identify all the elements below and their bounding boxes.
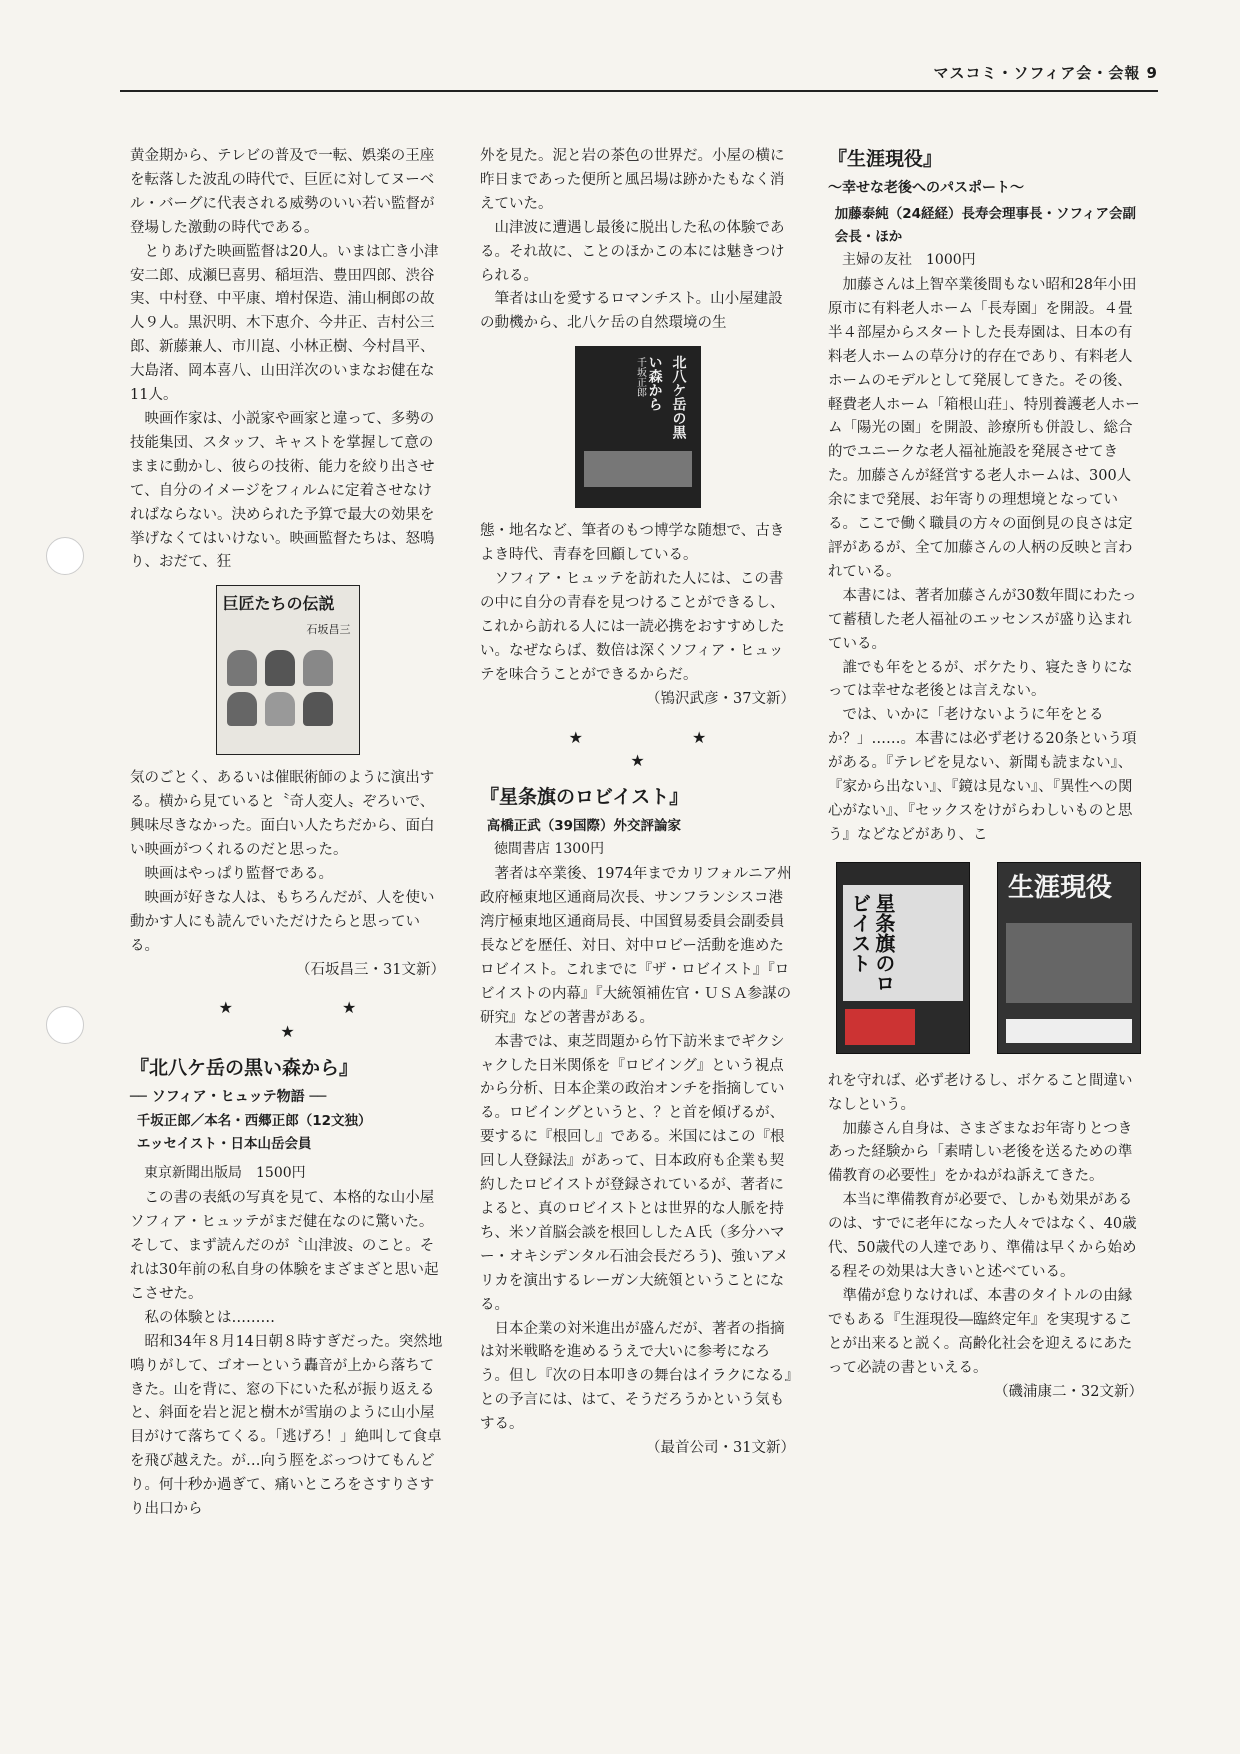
portrait-photos — [217, 692, 359, 726]
paragraph: 映画が好きな人は、もちろんだが、人を使い動かす人にも読んでいただけたらと思っている。 — [130, 889, 435, 954]
review-publisher: 主婦の友社 1000円 — [842, 252, 976, 268]
column-3 — [828, 145, 1143, 1404]
book-cover-kyosho — [216, 585, 360, 755]
paragraph: 映画はやっぱり監督である。 — [144, 865, 333, 882]
paragraph: 外を見た。泥と岩の茶色の世界だ。小屋の横に昨日まであった便所と風呂場は跡かたもなく消えていた。 — [480, 148, 785, 212]
review-author: 千坂正郎／本名・西郷正郎（12文独） — [136, 1113, 372, 1130]
paragraph: 加藤さんは上智卒業後間もない昭和28年小田原市に有料老人ホーム「長寿園」を開設。４畳半４部屋からスタートした長寿園は、日本の有料老人ホームの草分け的存在であり、有料老人ホームのモデルとして発展してきた。その後、軽費老人ホーム「箱根山荘」、特別養護老人ホーム「陽光の園」を開設、診療所も併設し、総合的でユニークな老人福祉施設を発展させてきた。加藤さんが経営する老人ホームは、300人余にまで発展、お年寄りの理想境となっている。ここで働く職員の方々の面倒見の良さは定評があるが、全て加藤さんの人柄の反映と言われている。 — [828, 277, 1140, 580]
review-signature: （最首公司・31文新） — [646, 1440, 795, 1457]
column-2 — [480, 145, 795, 1461]
paragraph: ソフィア・ヒュッテを訪れた人には、この書の中に自分の青春を見つけることができるし、これから訪れる人には一読必携をおすすめしたい。なぜならば、数倍は深くソフィア・ヒュッテを味合うことができるからだ。 — [480, 571, 785, 683]
paragraph: 気のごとく、あるいは催眠術師のように演出する。横から見ていると〝奇人変人〟ぞろいで、興味尽きなかった。面白い人たちだから、面白い映画がつくれるのだと思った。 — [130, 770, 435, 859]
review-author-role: エッセイスト・日本山岳会員 — [136, 1136, 312, 1153]
book-cover-author: 千坂正郎 — [634, 357, 646, 398]
book-cover-lobbyist — [836, 862, 970, 1054]
paragraph: 昭和34年８月14日朝８時すぎだった。突然地鳴りがして、ゴオーという轟音が上から落ちてきた。山を背に、窓の下にいた私が振り返えると、斜面を岩と泥と樹木が雪崩のように山小屋目がけて落ちてくる。「逃げろ！」絶叫して食卓を飛び越えた。が…向う脛をぶっつけてもんどり。何十秒か過ぎて、痛いところをさすりさすり出口から — [130, 1333, 443, 1518]
book-cover-photo — [584, 451, 692, 487]
paragraph: 私の体験とは……… — [144, 1309, 275, 1326]
paragraph: この書の表紙の写真を見て、本格的な山小屋ソフィア・ヒュッテがまだ健在なのに驚いた。そして、まず読んだのが〝山津波〟のこと。それは30年前の私自身の体験をまざまざと思い起こさせた。 — [130, 1190, 439, 1302]
section-divider-stars: ★ ★ ★ — [218, 998, 409, 1042]
book-cover-title: 星条旗のロビイスト — [847, 892, 896, 993]
paragraph: 態・地名など、筆者のもつ博学な随想で、古きよき時代、青春を回顧している。 — [480, 523, 785, 564]
paragraph: 誰でも年をとるが、ボケたり、寝たきりになっては幸せな老後とは言えない。 — [828, 659, 1133, 700]
punch-hole — [46, 537, 84, 575]
review-author: 高橋正武（39国際）外交評論家 — [486, 818, 682, 835]
review-title: 『星条旗のロビイスト』 — [480, 786, 689, 809]
paragraph: 本当に準備教育が必要で、しかも効果があるのは、すでに老年になった人々ではなく、40歳代、50歳代の人達であり、準備は早くから始める程その効果は大きいと述べている。 — [828, 1192, 1137, 1280]
portrait-photos — [217, 644, 359, 692]
paragraph: 映画作家は、小説家や画家と違って、多勢の技能集団、スタッフ、キャストを掌握して意のままに動かし、彼らの技術、能力を絞り出させて、自分のイメージをフィルムに定着させなければならない。決められた予算で最大の効果を挙げなくてはいけない。映画監督たちは、怒鳴り、おだて、狂 — [130, 410, 435, 571]
paragraph: 黄金期から、テレビの普及で一転、娯楽の王座を転落した波乱の時代で、巨匠に対してヌーベル・バーグに代表される威勢のいい若い監督が登場した激動の時代である。 — [130, 148, 435, 236]
book-cover-title: 生涯現役 — [1008, 872, 1113, 903]
review-subtitle: ── ソフィア・ヒュッテ物語 ── — [130, 1089, 327, 1106]
book-cover-author: 石坂昌三 — [306, 623, 351, 637]
review-subtitle: 〜幸せな老後へのパスポート〜 — [828, 180, 1024, 196]
paragraph: 準備が怠りなければ、本書のタイトルの由縁でもある『生涯現役―臨終定年』を実現することが出来ると説く。高齢化社会を迎えるにあたって必読の書といえる。 — [828, 1287, 1133, 1376]
paragraph: 本書では、東芝問題から竹下訪米までギクシャクした日米関係を『ロビイング』という視点から分析、日本企業の政治オンチを指摘している。ロビイングというと、？と首を傾げるが、要するに『根回し』である。米国にはこの『根回し人登録法』があって、日本政府も企業も契約したロビイストが登録されているが、著者によると、真のロビイストとは世界的な人脈を持ち、米ソ首脳会談を根回ししたＡ氏（多分ハマー・オキシデンタル石油会長だろう)、強いアメリカを演出するレーガン大統領ということになる。 — [480, 1033, 789, 1313]
review-title: 『北八ケ岳の黒い森から』 — [130, 1057, 359, 1080]
paragraph: れを守れば、必ず老けるし、ボケること間違いなしという。 — [828, 1072, 1133, 1113]
paragraph: 筆者は山を愛するロマンチスト。山小屋建設の動機から、北八ケ岳の自然環境の生 — [480, 291, 783, 332]
book-cover-title: 巨匠たちの伝説 — [222, 594, 335, 614]
review-title: 『生涯現役』 — [828, 148, 943, 170]
review-author: 加藤泰純（24経経）長寿会理事長・ソフィア会副会長・ほか — [834, 206, 1136, 245]
paragraph: 日本企業の対米進出が盛んだが、著者の指摘は対米戦略を進めるうえで大いに参考になろう。但し『次の日本叩きの舞台はイラクになる』との予言には、はて、そうだろうかという気もする。 — [480, 1320, 792, 1433]
column-1 — [130, 145, 445, 1522]
page-header — [120, 58, 1158, 92]
paragraph: では、いかに「老けないように年をとるか？」……。本書には必ず老ける20条という項がある。『テレビを見ない、新聞も読まない』、『家から出ない』、『鏡は見ない』、『異性への関心がない』、『セックスをけがらわしいものと思う』などなどがあり、こ — [828, 707, 1137, 843]
newsletter-title: マスコミ・ソフィア会・会報 9 — [933, 64, 1158, 82]
paragraph: 本書には、著者加藤さんが30数年間にわたって蓄積した老人福祉のエッセンスが盛り込まれている。 — [828, 587, 1137, 652]
punch-hole — [46, 1006, 84, 1044]
book-cover-shogai-geneki — [997, 862, 1141, 1054]
review-signature: （磯浦康二・32文新） — [994, 1383, 1143, 1400]
review-signature: （石坂昌三・31文新） — [296, 961, 445, 978]
paragraph: 加藤さん自身は、さまざまなお年寄りとつきあった経験から「素晴しい老後を送るための準備教育の必要性」をかねがね訴えてきた。 — [828, 1120, 1133, 1185]
book-cover-kitayatsu — [575, 346, 701, 508]
review-signature: （鴇沢武彦・37文新） — [646, 690, 795, 707]
paragraph: とりあげた映画監督は20人。いまは亡き小津安二郎、成瀬巳喜男、稲垣浩、豊田四郎、渋谷実、中村登、中平康、増村保造、浦山桐郎の故人９人。黒沢明、木下恵介、今井正、吉村公三郎、新藤兼人、市川崑、小林正樹、今村昌平、大島渚、岡本喜八、山田洋次のいまなお健在な11人。 — [130, 243, 439, 404]
section-divider-stars: ★ ★ ★ — [568, 727, 759, 771]
review-publisher: 徳間書店 1300円 — [494, 841, 605, 858]
review-publisher: 東京新聞出版局 1500円 — [144, 1165, 306, 1182]
book-covers-row — [836, 862, 1141, 1056]
book-cover-title: 北八ケ岳の黒い森から — [646, 355, 687, 440]
paragraph: 山津波に遭遇し最後に脱出した私の体験である。それ故に、ことのほかこの本には魅きつけられる。 — [480, 219, 785, 284]
paragraph: 著者は卒業後、1974年までカリフォルニア州政府極東地区通商局次長、サンフランシスコ港湾庁極東地区通商局長、中国貿易委員会副委員長などを歴任、対日、対中ロビー活動を進めたロビイスト。これまでに『ザ・ロビイスト』『ロビイストの内幕』『大統領補佐官・ＵＳＡ参謀の研究』などの著書がある。 — [480, 866, 792, 1026]
